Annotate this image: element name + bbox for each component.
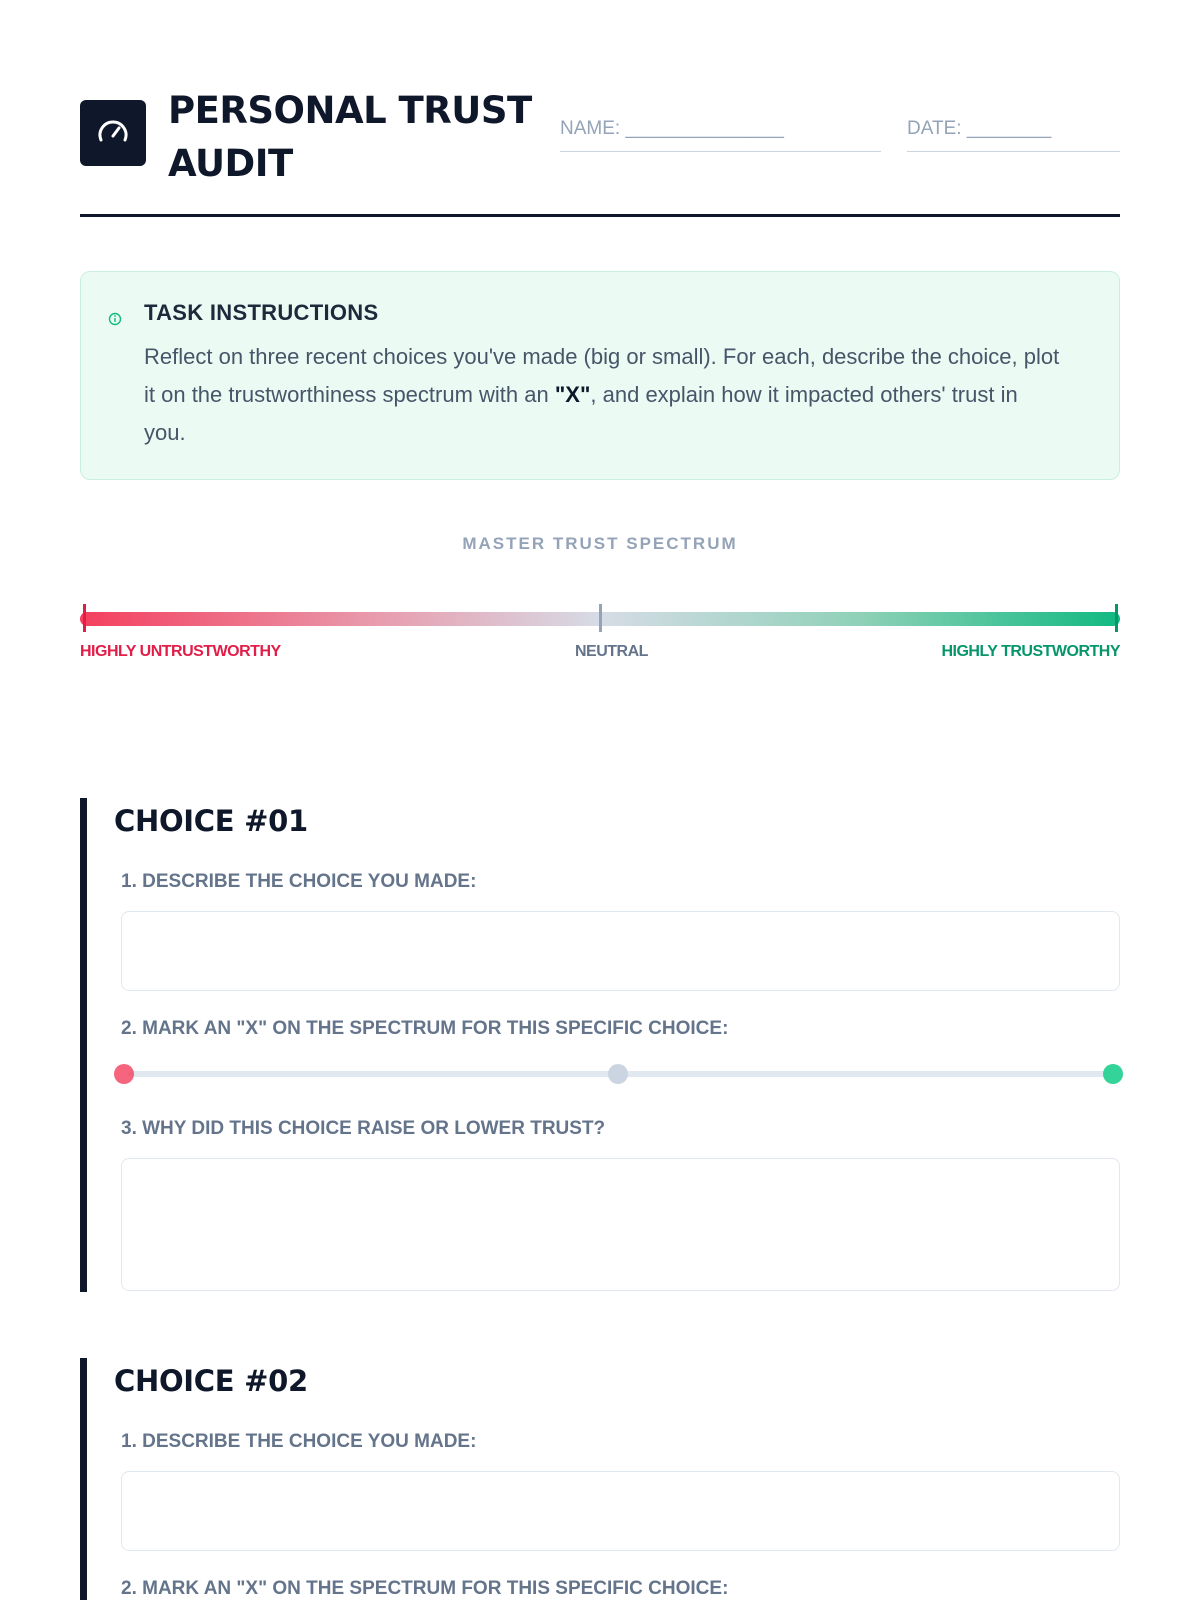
choice-section	[80, 798, 1120, 1292]
describe-input[interactable]	[121, 1471, 1120, 1551]
spectrum-tick-middle	[599, 604, 602, 632]
spectrum-tick-left	[83, 604, 86, 632]
mark-label: 2. MARK AN "X" ON THE SPECTRUM FOR THIS SPECIFIC CHOICE:	[121, 1018, 729, 1039]
worksheet-header	[80, 80, 1120, 217]
spectrum-title: MASTER TRUST SPECTRUM	[462, 534, 738, 553]
choice-section	[80, 1358, 1120, 1600]
gauge-icon	[80, 100, 146, 166]
spectrum-dot-neutral[interactable]	[608, 1064, 628, 1084]
spectrum-dot-untrustworthy[interactable]	[114, 1064, 134, 1084]
spectrum-label-trustworthy: HIGHLY TRUSTWORTHY	[941, 643, 1120, 660]
info-icon	[108, 312, 122, 326]
reason-label: 3. WHY DID THIS CHOICE RAISE OR LOWER TRUST?	[121, 1118, 606, 1139]
instructions-emphasis: "X"	[554, 382, 591, 407]
spectrum-dot-trustworthy[interactable]	[1103, 1064, 1123, 1084]
choice-title: CHOICE #01	[114, 804, 308, 838]
instructions-heading: TASK INSTRUCTIONS	[144, 300, 379, 325]
name-field[interactable]: NAME: _______________	[560, 114, 881, 152]
date-field[interactable]: DATE: ________	[907, 114, 1120, 152]
describe-label: 1. DESCRIBE THE CHOICE YOU MADE:	[121, 871, 477, 892]
spectrum-label-untrustworthy: HIGHLY UNTRUSTWORTHY	[80, 643, 281, 660]
page-title: PERSONAL TRUST AUDIT	[168, 89, 532, 185]
mark-label: 2. MARK AN "X" ON THE SPECTRUM FOR THIS SPECIFIC CHOICE:	[121, 1578, 729, 1599]
describe-input[interactable]	[121, 911, 1120, 991]
choice-title: CHOICE #02	[114, 1364, 308, 1398]
describe-label: 1. DESCRIBE THE CHOICE YOU MADE:	[121, 1431, 477, 1452]
instructions-panel	[80, 271, 1120, 480]
spectrum-label-neutral: NEUTRAL	[575, 643, 648, 660]
spectrum-tick-right	[1115, 604, 1118, 632]
instructions-text-part: Reflect on three recent choices you've made (big or small). For each, describe the choice, plot it on the trustworthiness spectrum with an	[144, 344, 1060, 407]
instructions-text-part: , and explain how it impacted others' trust in you.	[144, 382, 1018, 445]
instructions-text	[144, 338, 1064, 452]
reason-input[interactable]	[121, 1158, 1120, 1291]
